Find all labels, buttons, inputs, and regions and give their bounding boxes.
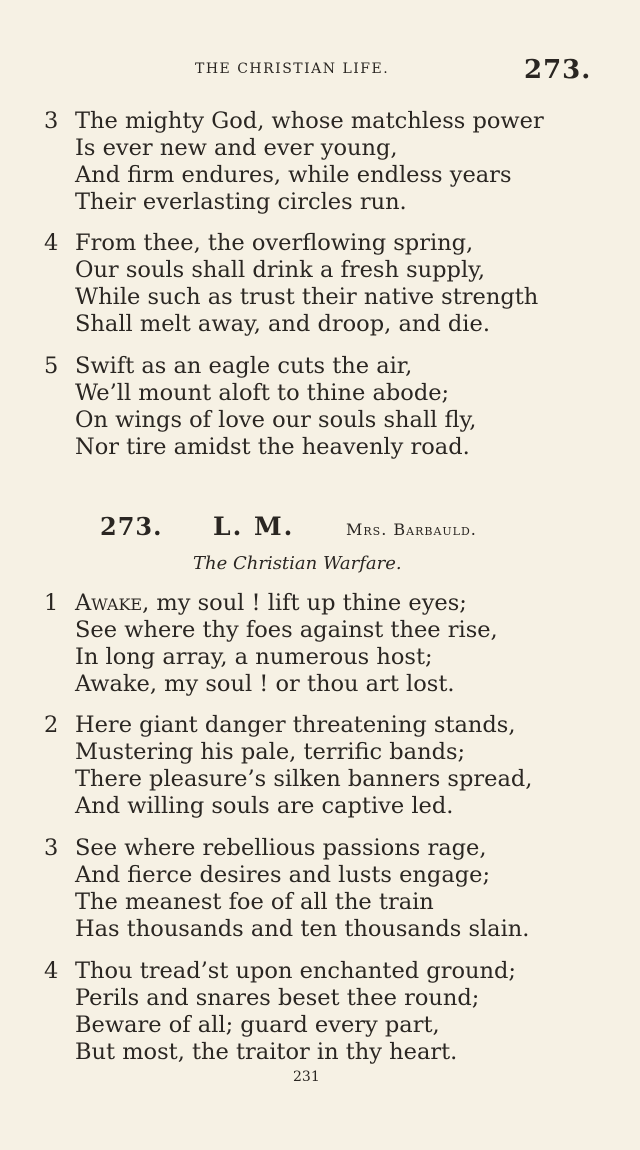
hymn-header xyxy=(0,512,640,548)
verse-line: The mighty God, whose matchless power xyxy=(75,108,544,134)
stanza-number: 2 xyxy=(44,712,59,738)
hymn-number: 273. xyxy=(100,512,163,541)
running-hymn-number: 273. xyxy=(524,55,592,85)
hymn-author: Mrs. Barbauld. xyxy=(346,520,477,539)
first-line-rest: my soul ! lift up thine eyes; xyxy=(149,590,467,616)
verse-line: There pleasure’s silken banners spread, xyxy=(75,766,533,792)
verse-line: See where rebellious passions rage, xyxy=(75,835,487,861)
stanza-number: 1 xyxy=(44,590,59,616)
verse-line: Has thousands and ten thousands slain. xyxy=(75,916,530,942)
verse-line: See where thy foes against thee rise, xyxy=(75,617,498,643)
running-title: THE CHRISTIAN LIFE. xyxy=(195,61,390,77)
verse-line: Our souls shall drink a fresh supply, xyxy=(75,257,486,283)
verse-line: Thou tread’st upon enchanted ground; xyxy=(75,958,516,984)
stanza-number: 4 xyxy=(44,230,59,256)
verse-line: In long array, a numerous host; xyxy=(75,644,433,670)
hymn-meter: L. M. xyxy=(213,512,295,541)
verse-line: Nor tire amidst the heavenly road. xyxy=(75,434,470,460)
verse-line-first xyxy=(75,590,467,617)
running-head xyxy=(0,55,640,85)
verse-line: Here giant danger threatening stands, xyxy=(75,712,516,738)
stanza-number: 5 xyxy=(44,353,59,379)
stanza-number: 3 xyxy=(44,835,59,861)
verse-line: The meanest foe of all the train xyxy=(75,889,434,915)
verse-line: From thee, the overflowing spring, xyxy=(75,230,474,256)
stanza-number: 4 xyxy=(44,958,59,984)
verse-line: On wings of love our souls shall fly, xyxy=(75,407,477,433)
verse-line: And fierce desires and lusts engage; xyxy=(75,862,491,888)
first-word: Awake, xyxy=(75,590,150,616)
verse-line: Beware of all; guard every part, xyxy=(75,1012,440,1038)
page-number: 231 xyxy=(293,1069,320,1085)
verse-line: While such as trust their native strength xyxy=(75,284,539,310)
verse-line: Perils and snares beset thee round; xyxy=(75,985,480,1011)
stanza-number: 3 xyxy=(44,108,59,134)
verse-line: And willing souls are captive led. xyxy=(75,793,454,819)
verse-line: Awake, my soul ! or thou art lost. xyxy=(75,671,455,697)
verse-line: We’ll mount aloft to thine abode; xyxy=(75,380,450,406)
verse-line: Shall melt away, and droop, and die. xyxy=(75,311,490,337)
hymn-subtitle: The Christian Warfare. xyxy=(193,553,402,574)
verse-line: Swift as an eagle cuts the air, xyxy=(75,353,413,379)
verse-line: Is ever new and ever young, xyxy=(75,135,398,161)
verse-line: Their everlasting circles run. xyxy=(75,189,407,215)
verse-line: But most, the traitor in thy heart. xyxy=(75,1039,458,1065)
verse-line: And firm endures, while endless years xyxy=(75,162,512,188)
verse-line: Mustering his pale, terrific bands; xyxy=(75,739,466,765)
